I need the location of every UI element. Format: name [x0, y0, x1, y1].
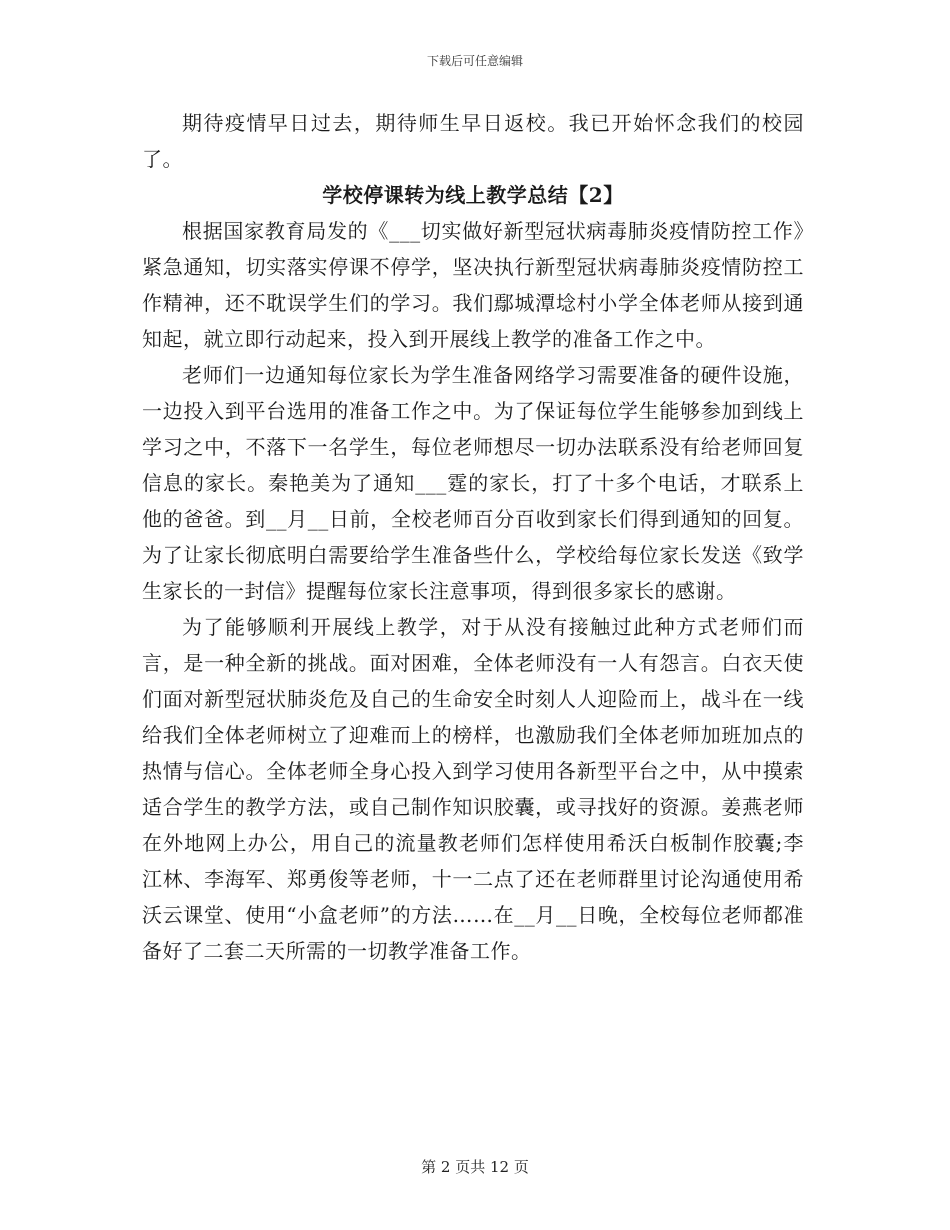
- section-title: 学校停课转为线上教学总结【2】: [322, 183, 624, 207]
- document-body: [142, 105, 804, 969]
- paragraph-parents: 老师们一边通知每位家长为学生准备网络学习需要准备的硬件设施，一边投入到平台选用的准备工作之中。为了保证每位学生能够参加到线上学习之中，不落下一名学生，每位老师想尽一切办法联系没有给老师回复信息的家长。秦艳美为了通知___霆的家长，打了十多个电话，才联系上他的爸爸。到__月__日前，全校老师百分百收到家长们得到通知的回复。为了让家长彻底明白需要给学生准备些什么，学校给每位家长发送《致学生家长的一封信》提醒每位家长注意事项，得到很多家长的感谢。: [142, 363, 804, 603]
- paragraph-teachers: 为了能够顺利开展线上教学，对于从没有接触过此种方式老师们而言，是一种全新的挑战。面对困难，全体老师没有一人有怨言。白衣天使们面对新型冠状肺炎危及自己的生命安全时刻人人迎险而上，战斗在一线给我们全体老师树立了迎难而上的榜样，也激励我们全体老师加班加点的热情与信心。全体老师全身心投入到学习使用各新型平台之中，从中摸索适合学生的教学方法，或自己制作知识胶囊，或寻找好的资源。姜燕老师在外地网上办公，用自己的流量教老师们怎样使用希沃白板制作胶囊;李江林、李海军、郑勇俊等老师，十一二点了还在老师群里讨论沟通使用希沃云课堂、使用“小盒老师”的方法……在__月__日晚，全校每位老师都准备好了二套二天所需的一切教学准备工作。: [142, 615, 804, 963]
- page-number: 第 2 页共 12 页: [421, 1158, 529, 1176]
- paragraph-notice: 根据国家教育局发的《___切实做好新型冠状病毒肺炎疫情防控工作》紧急通知，切实落实停课不停学，坚决执行新型冠状病毒肺炎疫情防控工作精神，还不耽误学生们的学习。我们鄢城潭埝村小学全体老师从接到通知起，就立即行动起来，投入到开展线上教学的准备工作之中。: [142, 219, 804, 351]
- page-header-note: 下载后可任意编辑: [426, 54, 523, 68]
- paragraph-closing: 期待疫情早日过去，期待师生早日返校。我已开始怀念我们的校园了。: [142, 111, 804, 171]
